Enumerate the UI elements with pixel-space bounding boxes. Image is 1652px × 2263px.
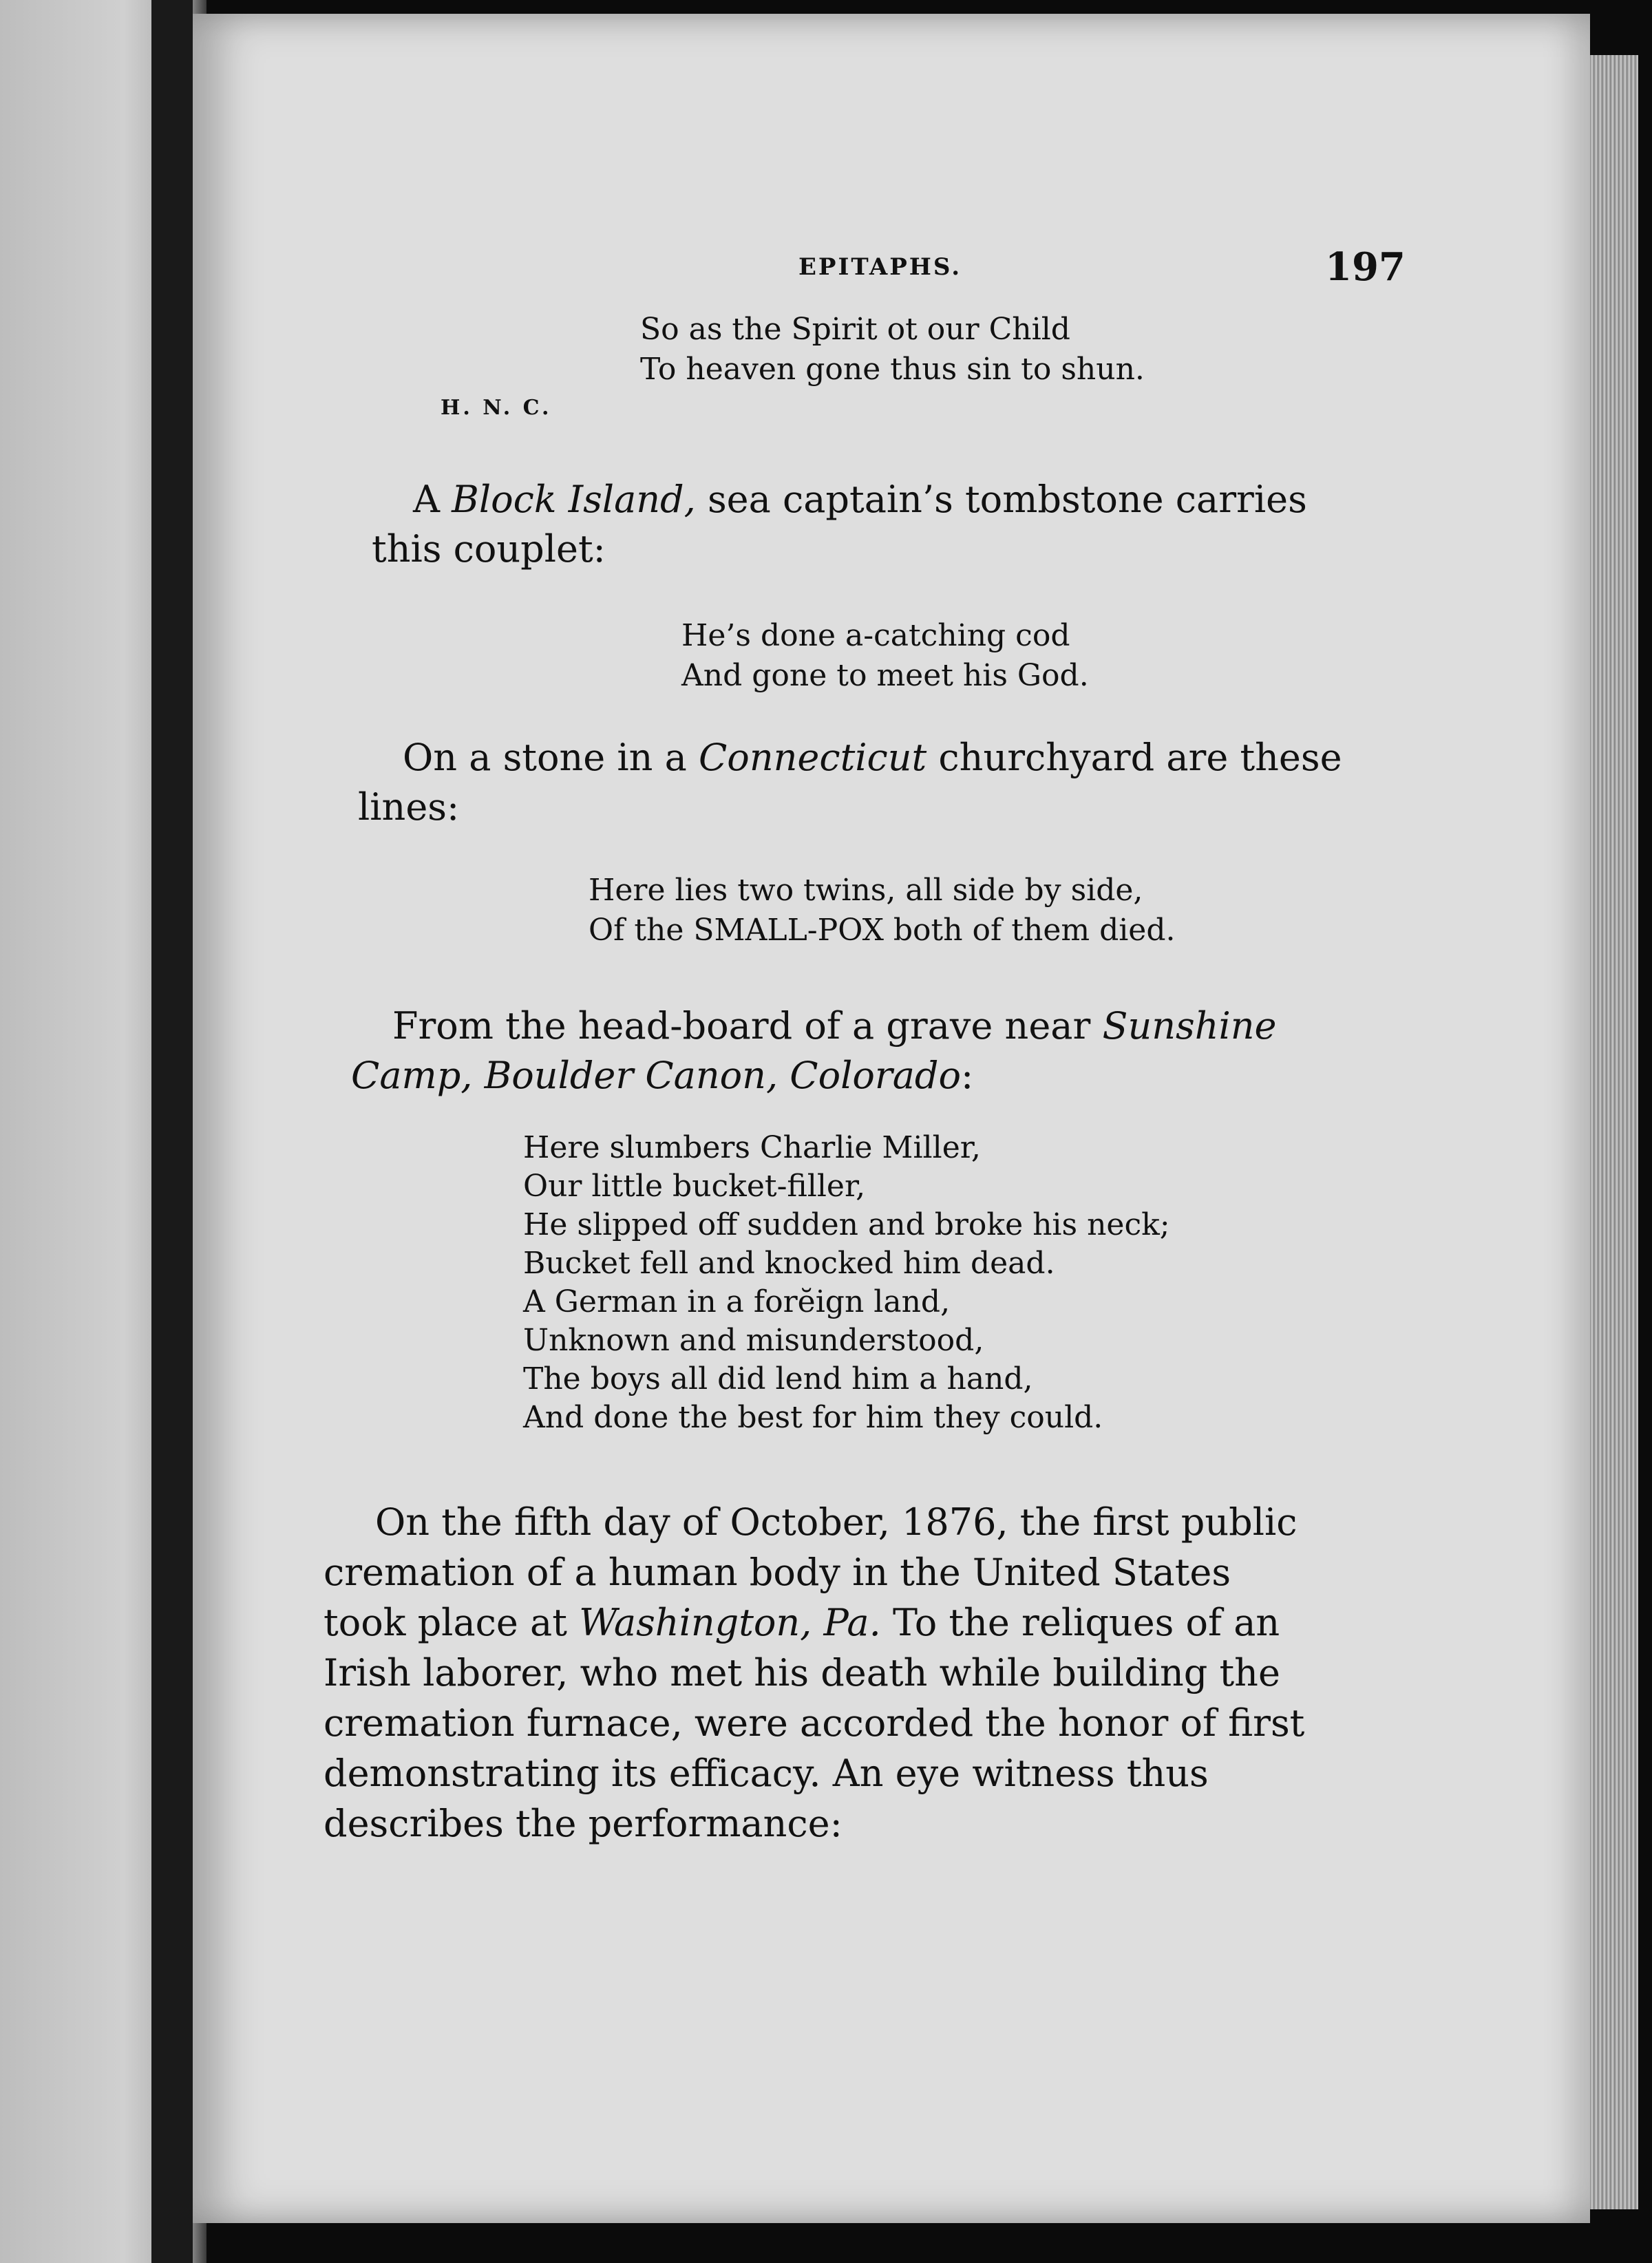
verse-1: [640, 310, 1145, 390]
verse-line: Here lies two twins, all side by side,: [589, 873, 1143, 908]
verse-line: He slipped off sudden and broke his neck;: [523, 1207, 1170, 1242]
verse-line: Unknown and misunderstood,: [523, 1323, 984, 1358]
verse-line: So as the Spirit ot our Child: [640, 312, 1070, 347]
book-gutter: [151, 0, 193, 2263]
text-run: On the fifth day of October, 1876, the first public cremation of a human body in the United States took place at: [324, 1500, 1298, 1644]
verse-3: [589, 871, 1176, 950]
verse-2: [681, 616, 1089, 696]
verse-line: He’s done a-catching cod: [681, 618, 1070, 653]
text-run-italic: Block Island,: [452, 478, 696, 521]
signature-initials: H. N. C.: [441, 396, 552, 420]
verse-line: Of the SMALL-POX both of them died.: [589, 913, 1176, 948]
verse-line: Bucket fell and knocked him dead.: [523, 1246, 1055, 1281]
paragraph-sunshine-camp: [351, 1001, 1349, 1101]
page-edges: [1590, 55, 1638, 2209]
paragraph-block-island: [372, 475, 1370, 574]
verse-line: And gone to meet his God.: [681, 658, 1089, 693]
verse-line: Our little bucket-filler,: [523, 1169, 866, 1204]
text-run-italic: Connecticut: [698, 736, 927, 779]
text-run: A: [413, 478, 452, 521]
text-run: churchyard are these lines:: [358, 736, 1342, 829]
verse-line: Here slumbers Charlie Miller,: [523, 1130, 981, 1165]
text-run: :: [960, 1054, 974, 1097]
text-run: From the head-board of a grave near: [392, 1004, 1103, 1048]
text-run-italic: Washington, Pa.: [579, 1601, 881, 1644]
text-run: sea captain’s tombstone carries this couplet:: [372, 478, 1307, 571]
text-run-italic: Sunshine Camp, Boulder Canon, Colorado: [351, 1004, 1277, 1097]
text-run: To the reliques of an Irish laborer, who met his death while building the cremation furnace, were accorded the honor of first demonstrating its efficacy. An eye witness thus describes the performance:: [324, 1601, 1305, 1845]
paragraph-cremation: [324, 1497, 1322, 1849]
running-head: EPITAPHS.: [798, 253, 962, 281]
text-run: On a stone in a: [403, 736, 699, 779]
verse-line: And done the best for him they could.: [523, 1400, 1103, 1435]
page-number: 197: [1325, 244, 1406, 290]
verse-line: A German in a forĕign land,: [523, 1284, 951, 1319]
verse-line: The boys all did lend him a hand,: [523, 1361, 1033, 1396]
verse-4: [523, 1129, 1170, 1437]
verse-line: To heaven gone thus sin to shun.: [640, 352, 1145, 387]
paragraph-connecticut: [358, 733, 1356, 832]
